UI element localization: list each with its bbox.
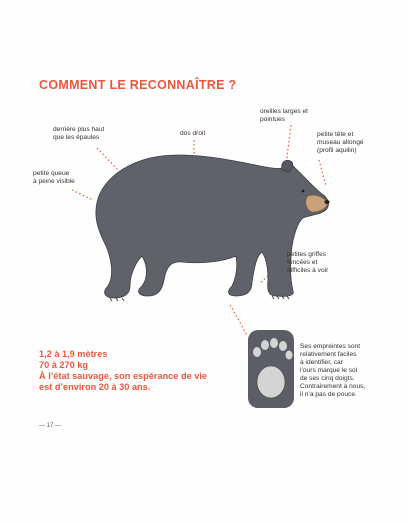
- pointer-tail: [72, 190, 93, 200]
- bear-stats: [39, 349, 239, 393]
- label-shoulders: derrière plus haut que les épaules: [53, 126, 105, 141]
- bear-figure: [96, 155, 330, 301]
- paw-description: Ses empreintes sont relativement faciles à identifier, car l’ours marque le sol de ses cinq doigts. Contrairement à nous, il n’a pas de pouce.: [300, 343, 366, 398]
- paw-print: [248, 330, 294, 408]
- stat-lifespan-line2: est d’environ 20 à 30 ans.: [39, 382, 151, 392]
- pointer-ears: [286, 125, 291, 165]
- pointer-paw: [230, 305, 247, 335]
- label-back: dos droit: [180, 130, 206, 137]
- pointer-shoulders: [97, 148, 118, 170]
- label-claws: petites griffes foncées et difficiles à voir: [287, 251, 329, 274]
- stat-height: 1,2 à 1,9 mètres: [39, 349, 108, 359]
- page-number: — 17 —: [39, 423, 62, 429]
- stat-lifespan-line1: À l’état sauvage, son espérance de vie: [39, 371, 208, 381]
- page-title: COMMENT LE RECONNAÎTRE ?: [39, 78, 237, 92]
- label-ears: oreilles larges et pointues: [260, 108, 309, 123]
- label-head: petite tête et museau allongé (profil aquilin): [317, 131, 364, 154]
- label-tail: petite queue à peine visible: [33, 170, 75, 185]
- pointer-head: [319, 160, 326, 186]
- stat-weight: 70 à 270 kg: [39, 360, 89, 370]
